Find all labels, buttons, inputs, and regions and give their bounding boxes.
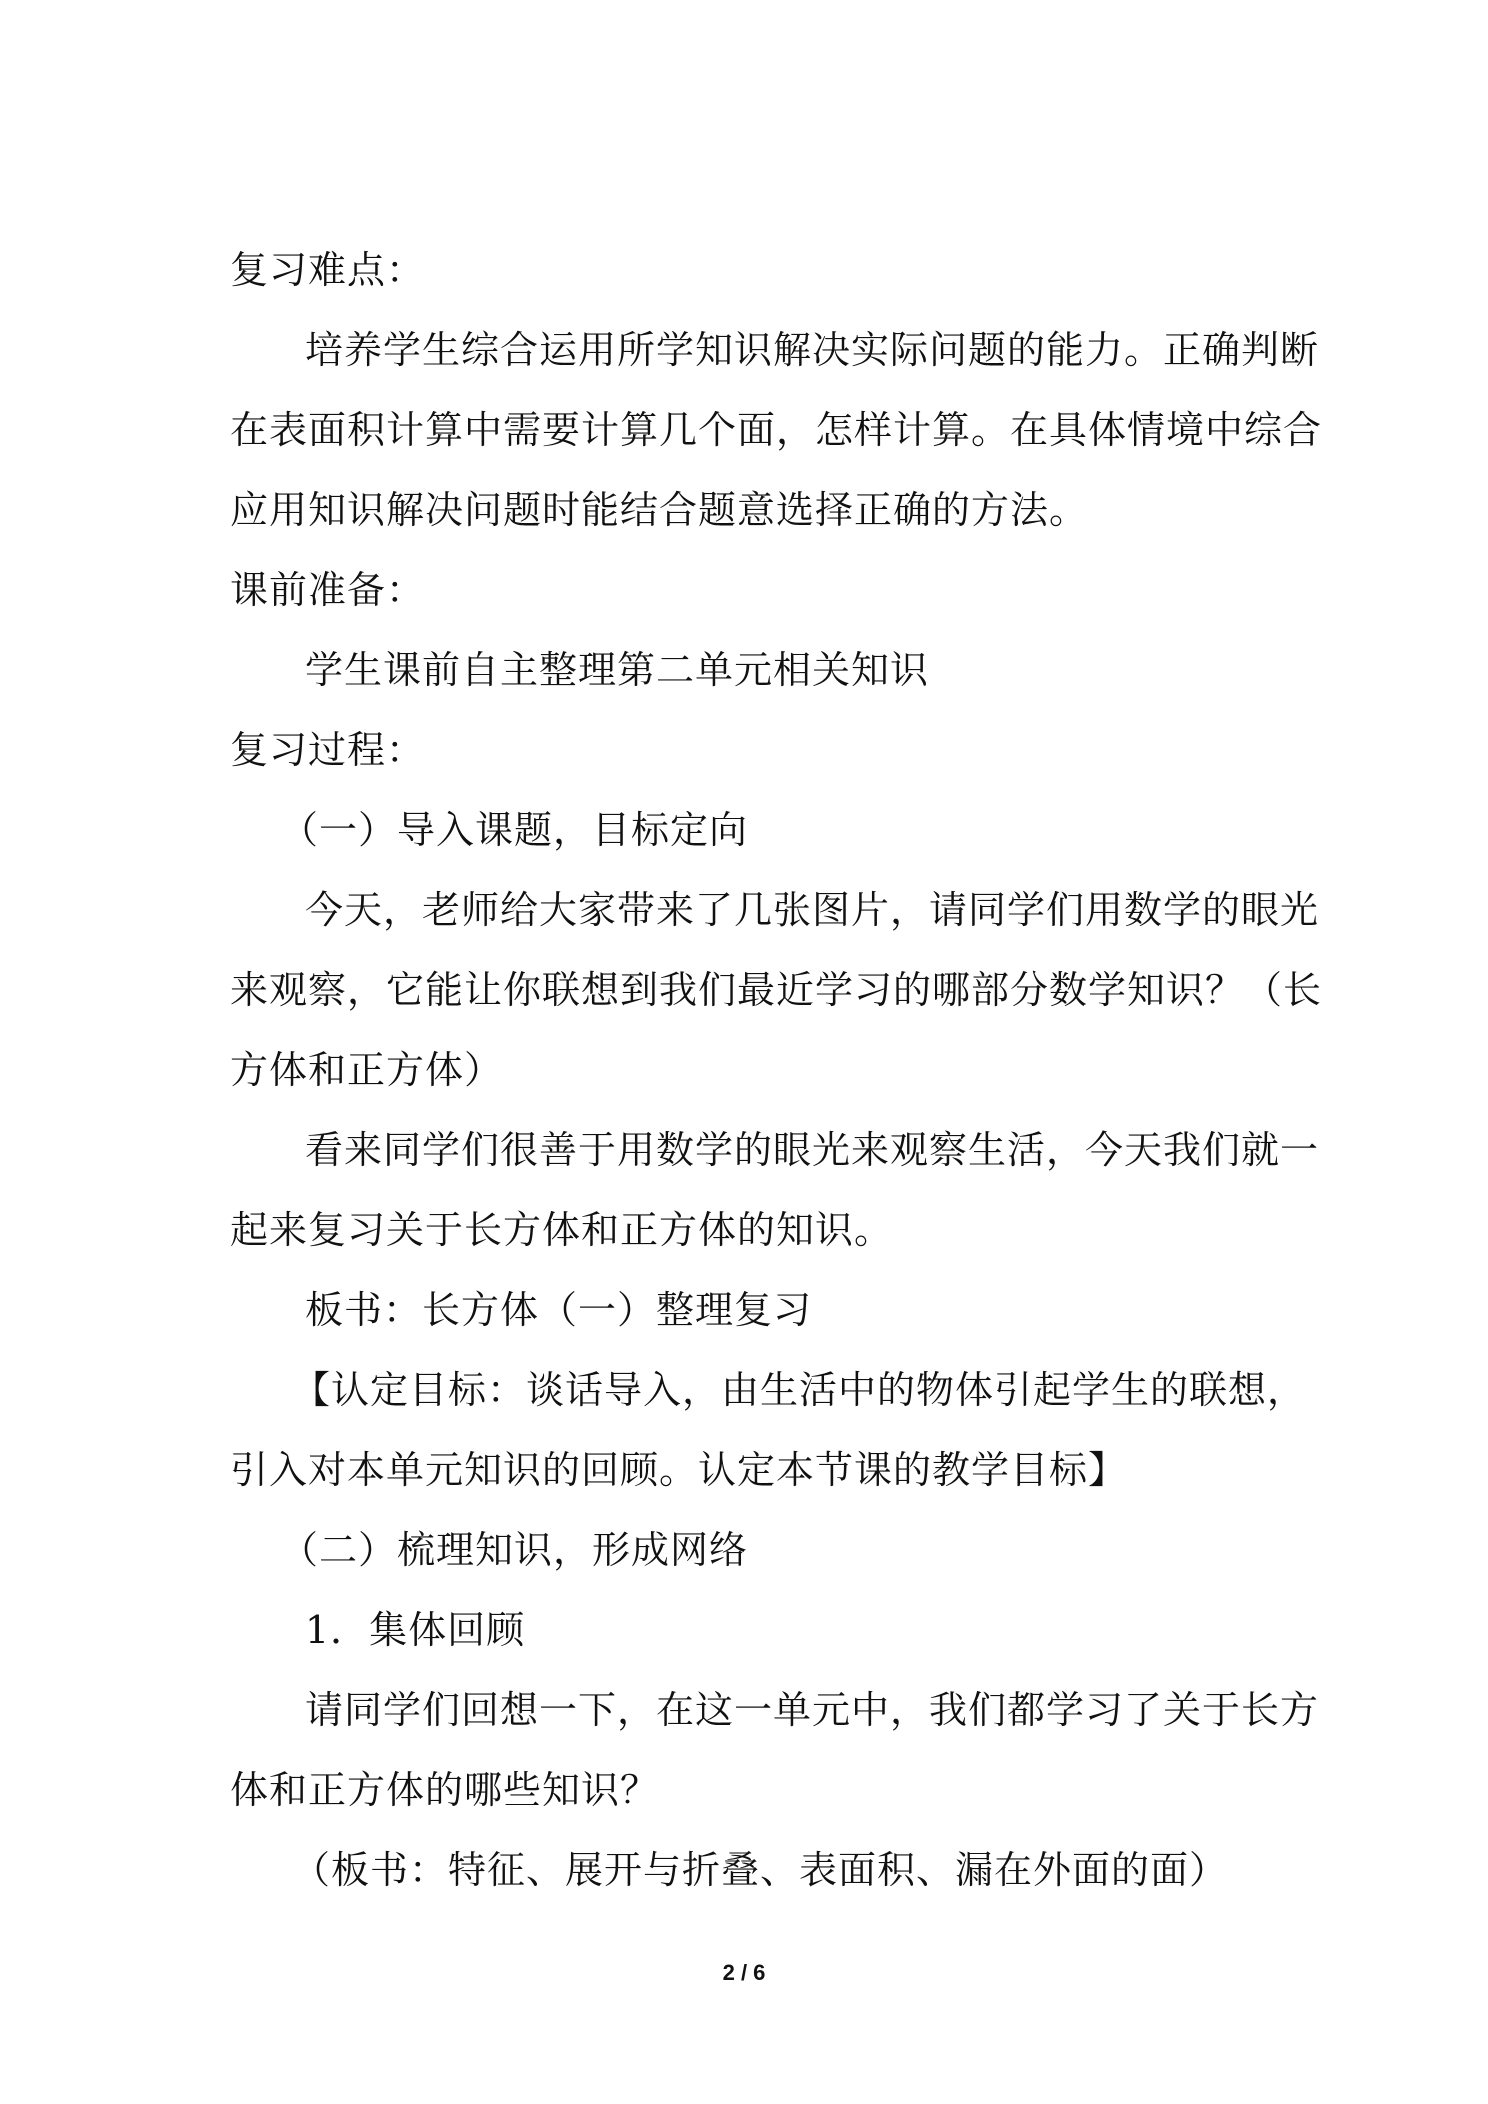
paragraph-line: 方体和正方体）: [230, 1048, 504, 1092]
paragraph-line: 学生课前自主整理第二单元相关知识: [305, 648, 930, 692]
heading-preparation: 课前准备：: [230, 568, 426, 612]
goal-note: 【认定目标：谈话导入，由生活中的物体引起学生的联想，: [292, 1368, 1307, 1412]
page-number: 2 / 6: [722, 1960, 766, 1985]
paragraph-line: 来观察，它能让你联想到我们最近学习的哪部分数学知识？（长: [230, 968, 1323, 1012]
paragraph-line: 培养学生综合运用所学知识解决实际问题的能力。正确判断: [305, 328, 1320, 372]
goal-note: 引入对本单元知识的回顾。认定本节课的教学目标】: [230, 1448, 1128, 1492]
section-heading-two: （二）梳理知识，形成网络: [280, 1528, 749, 1572]
numbered-item: 1．集体回顾: [305, 1608, 526, 1652]
paragraph-line: 起来复习关于长方体和正方体的知识。: [230, 1208, 894, 1252]
paragraph-line: 请同学们回想一下，在这一单元中，我们都学习了关于长方: [305, 1688, 1320, 1732]
paragraph-line: 体和正方体的哪些知识？: [230, 1768, 660, 1812]
board-note: （板书：特征、展开与折叠、表面积、漏在外面的面）: [292, 1848, 1229, 1892]
paragraph-line: 应用知识解决问题时能结合题意选择正确的方法。: [230, 488, 1089, 532]
board-note: 板书：长方体（一）整理复习: [305, 1288, 813, 1332]
heading-review-difficulty: 复习难点：: [230, 248, 426, 292]
paragraph-line: 今天，老师给大家带来了几张图片，请同学们用数学的眼光: [305, 888, 1320, 932]
paragraph-line: 看来同学们很善于用数学的眼光来观察生活，今天我们就一: [305, 1128, 1320, 1172]
heading-review-process: 复习过程：: [230, 728, 426, 772]
paragraph-line: 在表面积计算中需要计算几个面，怎样计算。在具体情境中综合: [230, 408, 1323, 452]
section-heading-one: （一）导入课题，目标定向: [280, 808, 749, 852]
